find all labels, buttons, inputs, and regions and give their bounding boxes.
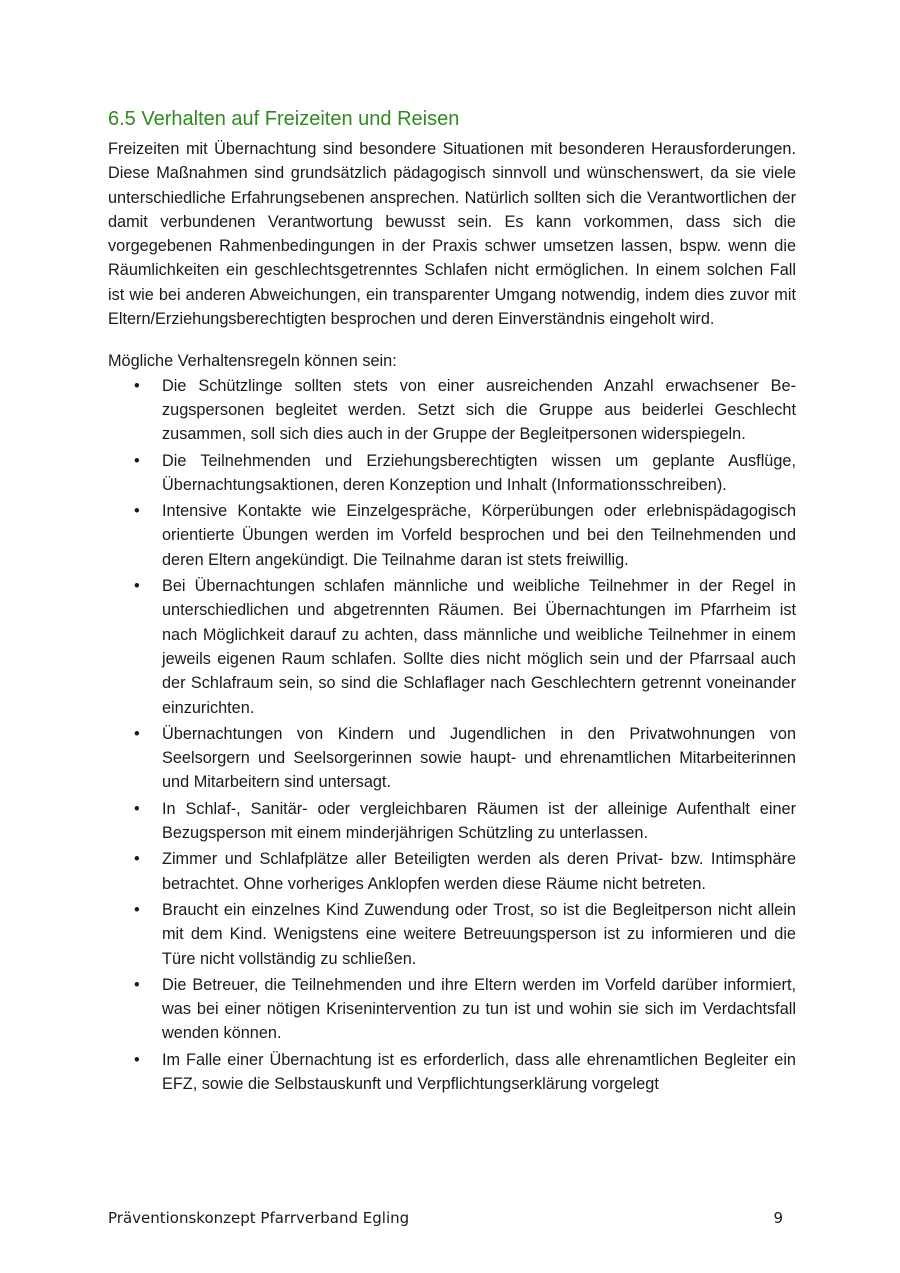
list-item: [108, 898, 796, 971]
list-item: [108, 374, 796, 447]
rules-lead-text: Mögliche Verhaltensregeln können sein:: [108, 352, 397, 371]
page-footer: [108, 1208, 783, 1228]
list-item-text: In Schlaf-, Sanitär- oder vergleichbaren Räumen ist der alleinige Aufenthalt einer Bezugsperson mit einem minderjährigen Schützling zu unterlassen.: [162, 799, 796, 843]
list-item-text: Bei Übernachtungen schlafen männliche und weibliche Teilnehmer in der Regel in unterschiedlichen und abgetrennten Räumen. Bei Übernachtungen im Pfarrheim ist nach Möglichkeit darauf zu achten, dass männliche und weibliche Teilnehmer in einem jeweils eigenen Raum schlafen. Sollte dies nicht möglich sein und der Pfarrsaal auch der Schlafraum sein, so sind die Schlaflager nach Geschlechtern getrennt voneinander einzurichten.: [162, 577, 796, 717]
bullet-icon: •: [134, 577, 140, 596]
list-item-text: Übernachtungen von Kindern und Jugendlichen in den Privatwohnungen von Seelsorgern und Seelsorgerinnen sowie haupt- und ehrenamtlichen Mitarbeiterinnen und Mitarbeitern sind untersagt.: [162, 724, 796, 792]
list-item: [108, 722, 796, 795]
list-item: [108, 847, 796, 896]
section-heading: 6.5 Verhalten auf Freizeiten und Reisen: [108, 108, 460, 130]
page-content: [108, 106, 796, 1098]
list-item: [108, 797, 796, 846]
bullet-icon: •: [134, 975, 140, 994]
footer-document-title: Präventionskonzept Pfarrverband Egling: [108, 1209, 410, 1227]
bullet-icon: •: [134, 799, 140, 818]
bullet-icon: •: [134, 376, 140, 395]
bullet-icon: •: [134, 724, 140, 743]
footer-page-number: 9: [773, 1209, 783, 1227]
intro-paragraph: Freizeiten mit Übernachtung sind besondere Situationen mit besonderen Herausforderungen. Diese Maßnahmen sind grundsätzlich pädagogisch sinnvoll und wünschenswert, da sie viele unterschiedliche Erfahrungsebenen ansprechen. Natürlich sollten sich die Verantwortlichen der damit verbundenen Verantwortung bewusst sein. Es kann vorkommen, dass sich die vorgegebenen Rahmenbedingungen in der Praxis schwer umsetzen lassen, bspw. wenn die Räumlichkeiten ein geschlechtsgetrenntes Schlafen nicht ermöglichen. In einem solchen Fall ist wie bei anderen Abweichungen, ein transparenter Umgang notwendig, indem dies zuvor mit Eltern/Erziehungsberechtigten besprochen und deren Einverständnis eingeholt wird.: [108, 140, 796, 329]
list-item: [108, 973, 796, 1046]
bullet-icon: •: [134, 850, 140, 869]
list-item: [108, 449, 796, 498]
list-item: [108, 1048, 796, 1097]
list-item-text: Die Schützlinge sollten stets von einer ausreichenden Anzahl erwachsener Bezugspersonen begleitet werden. Setzt sich die Gruppe aus beiderlei Geschlecht zusammen, soll sich dies auch in der Gruppe der Begleitpersonen widerspiegeln.: [162, 376, 796, 444]
list-item: [108, 574, 796, 720]
list-item-text: Intensive Kontakte wie Einzelgespräche, Körperübungen oder erlebnispädagogisch orientierte Übungen werden im Vorfeld besprochen und bei den Teilnehmenden und deren Eltern angekündigt. Die Teilnahme daran ist stets freiwillig.: [162, 502, 796, 569]
bullet-icon: •: [134, 1050, 140, 1069]
bullet-icon: •: [134, 900, 140, 919]
list-item-text: Die Teilnehmenden und Erziehungsberechtigten wissen um geplante Ausflüge, Übernachtungsaktionen, deren Konzeption und Inhalt (Informationsschreiben).: [162, 451, 796, 494]
list-item: [108, 499, 796, 572]
list-item-text: Braucht ein einzelnes Kind Zuwendung oder Trost, so ist die Begleitperson nicht allein mit dem Kind. Wenigstens eine weitere Betreuungsperson ist zu informieren und die Türe nicht vollständig zu schließen.: [162, 900, 796, 968]
list-item-text: Die Betreuer, die Teilnehmenden und ihre Eltern werden im Vorfeld darüber informiert, was bei einer nötigen Krisenintervention zu tun ist und wohin sie sich im Verdachtsfall wenden können.: [162, 975, 796, 1043]
bullet-icon: •: [134, 451, 140, 470]
list-item-text: Zimmer und Schlafplätze aller Beteiligten werden als deren Privat- bzw. Intimsphäre betrachtet. Ohne vorheriges Anklopfen werden diese Räume nicht betreten.: [162, 850, 796, 893]
rules-list: [108, 374, 796, 1097]
bullet-icon: •: [134, 502, 140, 521]
list-item-text: Im Falle einer Übernachtung ist es erforderlich, dass alle ehrenamtlichen Begleiter ein EFZ, sowie die Selbstauskunft und Verpflichtungserklärung vorgelegt: [162, 1050, 796, 1093]
